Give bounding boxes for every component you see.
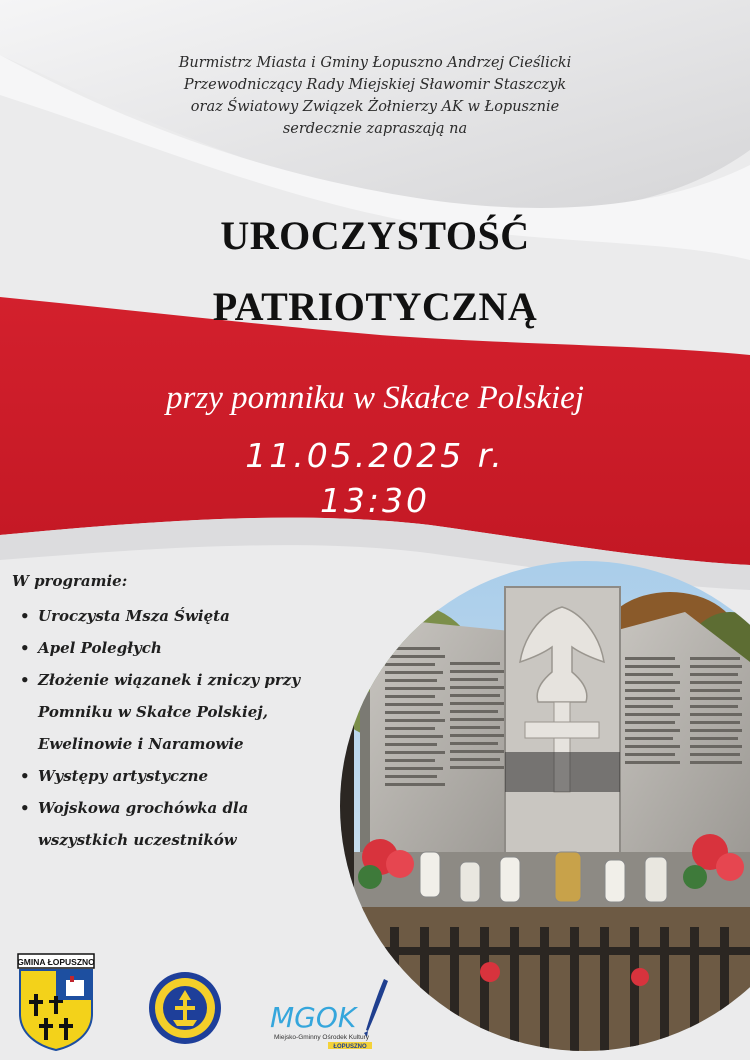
program-item-continuation: wszystkich uczestników [38,831,237,849]
program-item-continuation: Pomniku w Skałce Polskiej, [38,703,268,721]
program-item: • Apel Poległych [38,632,362,664]
mgok-caption: Miejsko-Gminny Ośrodek Kultury [274,1034,369,1041]
event-title-line-1: UROCZYSTOŚĆ [220,213,530,258]
program-item: • Występy artystyczne [38,760,362,792]
program-heading: W programie: [12,572,128,590]
mgok-town: ŁOPUSZNO [333,1044,367,1050]
event-date: 11.05.2025 r. [245,436,505,475]
program-item: • Wojskowa grochówka dla [38,792,362,824]
invitation-line: Przewodniczący Rady Miejskiej Sławomir Staszczyk [183,77,567,93]
event-location: przy pomniku w Skałce Polskiej [166,380,584,416]
program-item: • Złożenie wiązanek i zniczy przy [38,664,362,696]
monument-photo [340,552,750,1060]
program-list [12,600,362,856]
event-time: 13:30 [319,481,431,520]
invitation-line: Burmistrz Miasta i Gminy Łopuszno Andrzej Cieślicki [178,55,572,71]
school-emblem-logo [147,970,223,1046]
invitation-line: oraz Światowy Związek Żołnierzy AK w Łopusznie [190,99,560,115]
mgok-brand: MGOK [270,1001,357,1034]
gmina-coat-of-arms-logo [16,952,96,1052]
mgok-logo [268,975,398,1050]
invitation-line: serdecznie zapraszają na [282,121,468,137]
program-item: • Uroczysta Msza Święta [38,600,362,632]
invitation-text [0,52,750,140]
event-title-line-2: PATRIOTYCZNĄ [212,284,538,329]
gmina-label: GMINA ŁOPUSZNO [17,957,95,967]
program-item-continuation: Ewelinowie i Naramowie [38,735,244,753]
program-section [12,572,362,856]
